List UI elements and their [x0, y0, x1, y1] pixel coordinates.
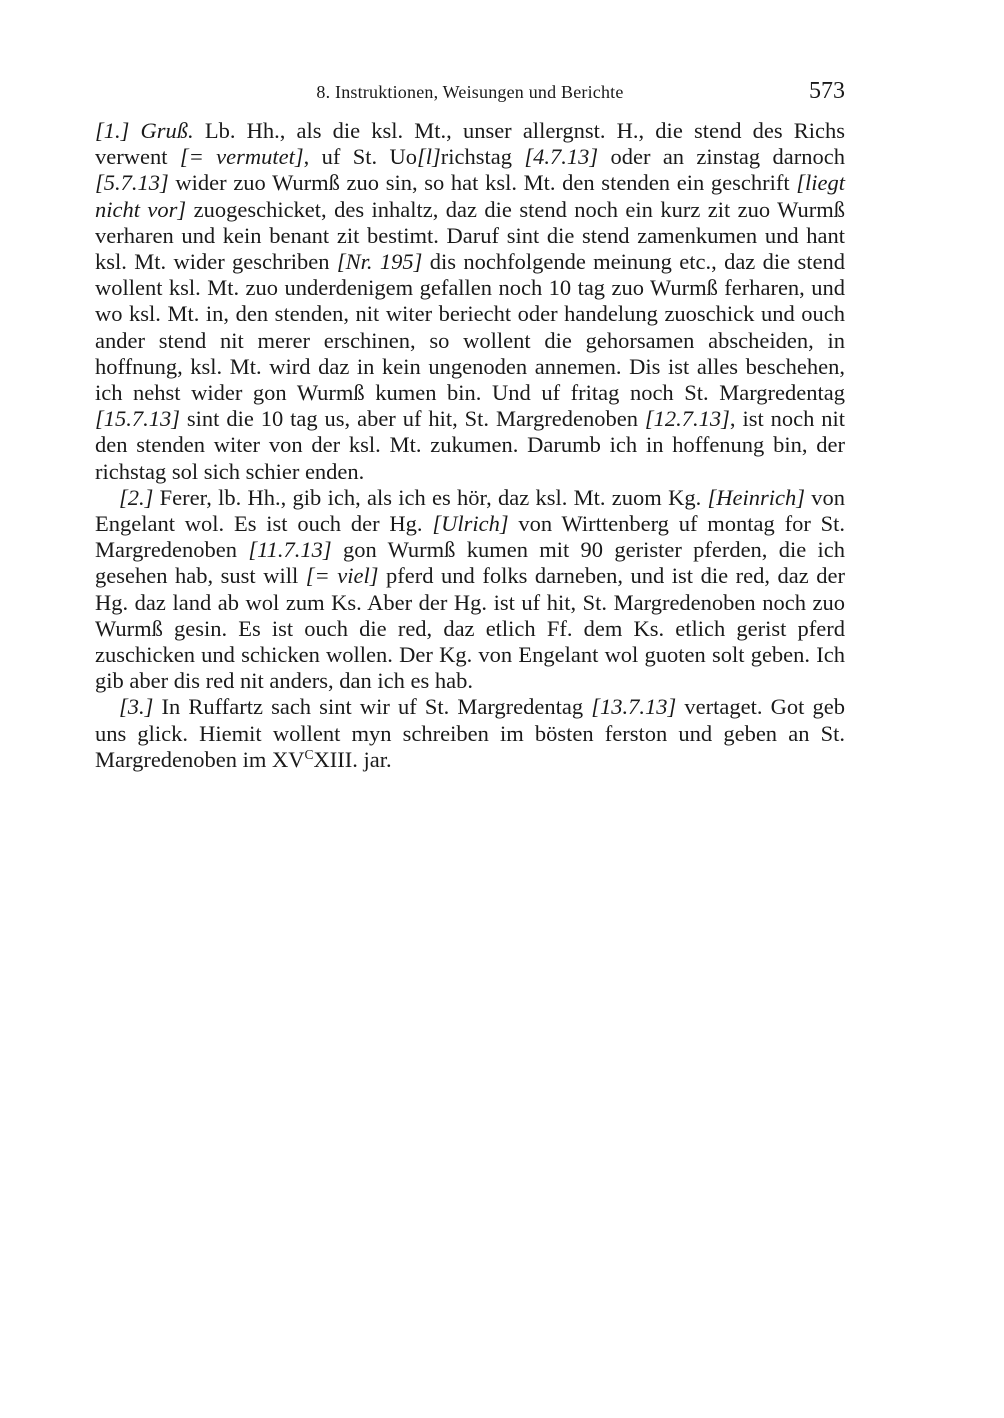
running-head	[95, 80, 845, 106]
section-marker: [2.]	[119, 484, 154, 510]
text-segment: , uf St. Uo	[303, 144, 417, 170]
text-segment: vertaget. Got geb uns glick. Hiemit wollent myn schreiben im bösten ferston und geben an St. Margredenoben im XV	[95, 694, 845, 772]
running-title: 8. Instruktionen, Weisungen und Berichte	[316, 82, 624, 102]
editorial-note: [Ulrich]	[432, 511, 509, 537]
paragraph-3	[95, 694, 845, 773]
editorial-date: [12.7.13]	[644, 406, 730, 432]
text-segment: zuogeschicket, des inhaltz, daz die stend noch ein kurz zit zuo Wurmß verharen und kein benant zit bestimt. Daruf sint die stend zamenkumen und hant ksl. Mt. wider geschriben	[95, 196, 845, 275]
text-segment: richstag	[440, 144, 525, 170]
editorial-note: [= viel]	[305, 563, 379, 589]
text-segment: gon Wurmß kumen mit 90 gerister pferden, die ich gesehen hab, sust will	[95, 537, 845, 589]
editorial-note: [= vermutet]	[179, 144, 304, 170]
text-segment: XIII. jar.	[313, 746, 392, 772]
editorial-date: [15.7.13]	[95, 406, 181, 432]
text-segment: Ferer, lb. Hh., gib ich, als ich es hör, daz ksl. Mt. zuom Kg.	[153, 484, 708, 510]
editorial-note: [liegt nicht vor]	[95, 170, 845, 222]
page-number: 573	[809, 78, 845, 104]
editorial-date: [13.7.13]	[591, 694, 677, 720]
text-segment: oder an zinstag darnoch	[598, 144, 845, 170]
text-segment: Lb. Hh., als die ksl. Mt., unser allergnst. H., die stend des Richs verwent	[95, 118, 845, 170]
editorial-note: [l]	[416, 144, 441, 170]
text-segment: pferd und folks darneben, und ist die red, daz der Hg. daz land ab wol zum Ks. Aber der Hg. ist uf hit, St. Margredenoben noch zuo Wurmß gesin. Es ist ouch die red, daz etlich Ff. dem Ks. etlich gerist pferd zuschicken und schicken wollen. Der Kg. von Engelant wol guoten solt geben. Ich gib aber dis red nit anders, dan ich es hab.	[95, 563, 846, 694]
editorial-date: [5.7.13]	[95, 170, 169, 196]
editorial-date: [11.7.13]	[248, 537, 332, 563]
text-segment: , ist noch nit den stenden witer von der ksl. Mt. zukumen. Darumb ich in hoffenung bin, der richstag sol sich schier enden.	[95, 406, 846, 484]
paragraph-2	[95, 485, 845, 695]
text-segment: wider zuo Wurmß zuo sin, so hat ksl. Mt. den stenden ein geschrift	[168, 170, 797, 196]
superscript-c: C	[304, 746, 314, 762]
editorial-date: [4.7.13]	[524, 144, 599, 170]
text-segment: dis nochfolgende meinung etc., daz die stend wollent ksl. Mt. zuo underdenigem gefallen noch 10 tag zuo Wurmß ferharen, und wo ksl. Mt. in, den stenden, nit witer beriecht oder handelung zuoschick und ouch ander stend nit merer erschinen, so wollent die gehorsamen abscheiden, in hoffnung, ksl. Mt. wird daz in kein ungenoden annemen. Dis ist alles beschehen, ich nehst wider gon Wurmß kumen bin. Und uf fritag noch St. Margredentag	[95, 249, 845, 406]
section-marker: [1.] Gruß.	[95, 118, 194, 143]
paragraph-1	[95, 118, 845, 485]
section-marker: [3.]	[119, 694, 154, 720]
editorial-note: [Heinrich]	[707, 484, 805, 510]
body-text	[95, 118, 845, 773]
text-segment: In Ruffartz sach sint wir uf St. Margredentag	[153, 694, 592, 720]
editorial-reference: [Nr. 195]	[336, 249, 423, 275]
text-segment: von Engelant wol. Es ist ouch der Hg.	[95, 484, 845, 537]
text-segment: von Wirttenberg uf montag for St. Margredenoben	[95, 511, 846, 563]
text-segment: sint die 10 tag us, aber uf hit, St. Margredenoben	[180, 406, 645, 432]
